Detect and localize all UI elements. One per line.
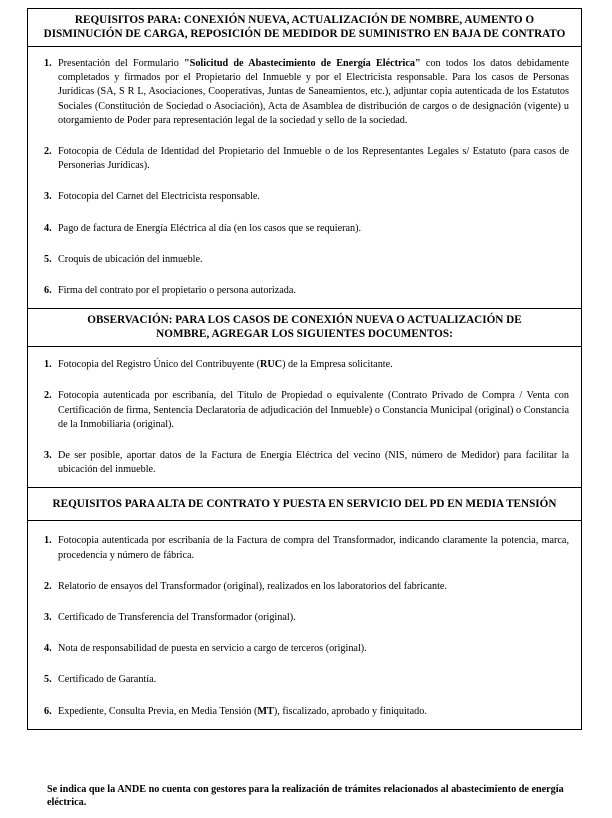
requirements-list <box>40 57 569 298</box>
section-title: OBSERVACIÓN: PARA LOS CASOS DE CONEXIÓN NUEVA O ACTUALIZACIÓN DE NOMBRE, AGREGAR LOS SIGUIENTES DOCUMENTOS: <box>28 309 581 347</box>
list-item: 2. Fotocopia de Cédula de Identidad del Propietario del Inmueble o de los Representantes Legales s/ Estatuto (para casos de Personerias Jurídicas). <box>44 146 569 172</box>
list-item: 2. Relatorio de ensayos del Transformador (original), realizados en los laboratorios del fabricante. <box>44 580 447 592</box>
list-item: 1. Fotocopia autenticada por escribanía de la Factura de compra del Transformador, indicando claramente la potencia, marca, procedencia y número de fábrica. <box>44 535 569 561</box>
list-item: 2. Fotocopia autenticada por escribanía, del Título de Propiedad o equivalente (Contrato Privado de Compra / Venta con Certificación de firma, Sentencia Declaratoria de adjudicación del Inmueble) o Constancia Municipal (original) o Constancia de la Inmobiliaria (original). <box>44 390 569 430</box>
section-observacion <box>27 308 582 487</box>
list-item: 5. Certificado de Garantía. <box>44 674 157 686</box>
list-item: 1. Fotocopia del Registro Único del Contribuyente (RUC) de la Empresa solicitante. <box>44 359 393 371</box>
mt-requirements-list <box>40 534 569 718</box>
section-title: REQUISITOS PARA: CONEXIÓN NUEVA, ACTUALIZACIÓN DE NOMBRE, AUMENTO O DISMINUCIÓN DE CARGA, REPOSICIÓN DE MEDIDOR DE SUMINISTRO EN BAJA DE CONTRATO <box>28 9 581 47</box>
list-item: 4. Pago de factura de Energía Eléctrica al día (en los casos que se requieran). <box>44 222 362 234</box>
list-item: 6. Expediente, Consulta Previa, en Media Tensión (MT), fiscalizado, aprobado y finiquitado. <box>44 705 427 717</box>
list-item: 6. Firma del contrato por el propietario o persona autorizada. <box>44 285 296 297</box>
list-item: 5. Croquis de ubicación del inmueble. <box>44 253 203 265</box>
section-requisitos-conexion <box>27 8 582 308</box>
footer-note: Se indica que la ANDE no cuenta con gestores para la realización de trámites relacionados al abastecimiento de energía eléctrica. <box>47 784 564 808</box>
list-item: 1. Presentación del Formulario "Solicitud de Abastecimiento de Energía Eléctrica" con todos los datos debidamente completados y firmados por el Propietario del Inmueble y por el Electricista responsable. Para los casos de Personas Jurídicas (SA, S R L, Asociaciones, Cooperativas, Juntas de Saneamientos, etc.), adjuntar copia autenticada de los Estatutos Sociales (Constitución de Sociedad o Asociación), Acta de Asamblea de distribución de cargos o de designación (vigente) u otorgamiento de Poder para representación legal de la sociedad y sello de la sociedad. <box>44 58 569 126</box>
observation-list <box>40 358 569 477</box>
section-title: REQUISITOS PARA ALTA DE CONTRATO Y PUESTA EN SERVICIO DEL PD EN MEDIA TENSIÓN <box>28 488 581 521</box>
requirements-document <box>27 8 582 730</box>
list-item: 3. Fotocopia del Carnet del Electricista responsable. <box>44 191 260 203</box>
list-item: 3. Certificado de Transferencia del Transformador (original). <box>44 612 296 624</box>
list-item: 4. Nota de responsabilidad de puesta en servicio a cargo de terceros (original). <box>44 643 367 655</box>
list-item: 3. De ser posible, aportar datos de la Factura de Energía Eléctrica del vecino (NIS, número de Medidor) para facilitar la ubicación del inmueble. <box>44 450 569 476</box>
section-alta-media-tension <box>27 487 582 729</box>
